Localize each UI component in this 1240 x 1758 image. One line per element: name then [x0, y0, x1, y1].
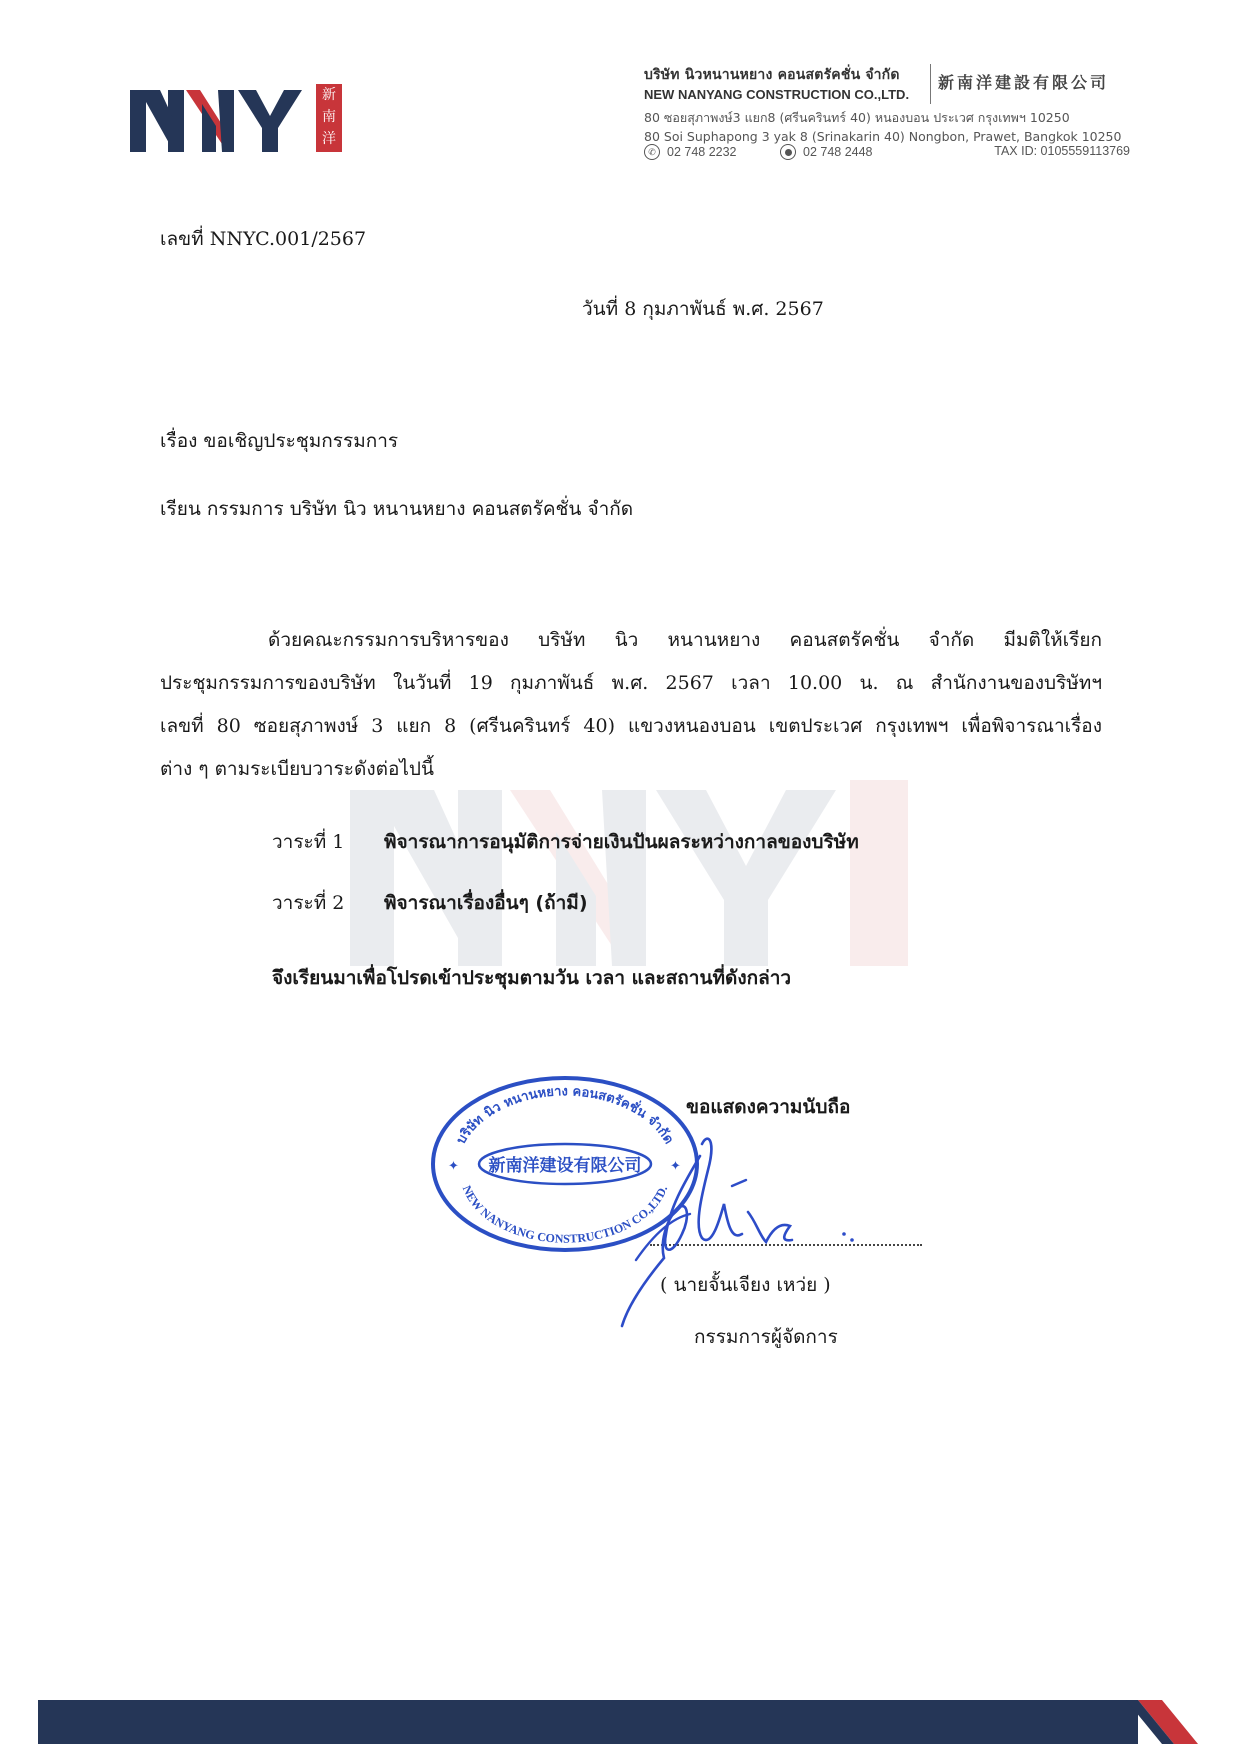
company-name-english: NEW NANYANG CONSTRUCTION CO.,LTD.	[644, 87, 910, 102]
agenda-item	[272, 888, 972, 918]
seal-center-text: 新南洋建设有限公司	[488, 1156, 642, 1176]
fax-icon	[780, 144, 796, 160]
letter-recipient: เรียน กรรมการ บริษัท นิว หนานหยาง คอนสตรัคชั่น จำกัด	[160, 498, 634, 520]
fax-contact	[780, 144, 873, 160]
company-name-chinese: 新南洋建設有限公司	[938, 73, 1110, 92]
phone-icon: ✆	[644, 144, 660, 160]
handwritten-signature	[620, 1130, 880, 1330]
body-line-3: เลขที่ 80 ซอยสุภาพงษ์ 3 แยก 8 (ศรีนครินทร์ 40) แขวงหนองบอน เขตประเวศ กรุงเทพฯ เพื่อพิจารณาเรื่อง	[160, 715, 1102, 737]
agenda-number: วาระที่ 1	[272, 831, 345, 853]
company-logo	[130, 82, 370, 154]
reference-number: เลขที่ NNYC.001/2567	[160, 228, 367, 250]
company-name-thai: บริษัท นิวหนานหยาง คอนสตรัคชั่น จำกัด	[644, 67, 900, 83]
letter-date: วันที่ 8 กุมภาพันธ์ พ.ศ. 2567	[582, 298, 824, 320]
regards-text: ขอแสดงความนับถือ	[686, 1096, 851, 1118]
agenda-number: วาระที่ 2	[272, 892, 345, 914]
contact-row	[644, 144, 1130, 166]
company-block	[644, 64, 1130, 146]
phone-number: 02 748 2232	[667, 145, 737, 159]
address-thai: 80 ซอยสุภาพงษ์3 แยก8 (ศรีนครินทร์ 40) หนองบอน ประเวศ กรุงเทพฯ 10250	[644, 110, 1070, 125]
body-line-2: ประชุมกรรมการของบริษัท ในวันที่ 19 กุมภาพันธ์ พ.ศ. 2567 เวลา 10.00 น. ณ สำนักงานของบริษัทฯ	[160, 672, 1102, 694]
address-english: 80 Soi Suphapong 3 yak 8 (Srinakarin 40) Nongbon, Prawet, Bangkok 10250	[644, 129, 1122, 144]
body-line-4: ต่าง ๆ ตามระเบียบวาระดังต่อไปนี้	[160, 758, 434, 780]
seal-star-icon: ✦	[448, 1159, 459, 1174]
agenda-text: พิจารณาเรื่องอื่นๆ (ถ้ามี)	[384, 892, 588, 914]
tax-id: TAX ID: 0105559113769	[994, 144, 1130, 158]
letter-subject: เรื่อง ขอเชิญประชุมกรรมการ	[160, 430, 399, 452]
seal-star-icon: ✦	[670, 1159, 681, 1174]
fax-number: 02 748 2448	[803, 145, 873, 159]
footer-band	[38, 1700, 1198, 1754]
closing-sentence: จึงเรียนมาเพื่อโปรดเข้าประชุมตามวัน เวลา และสถานที่ดังกล่าว	[272, 967, 792, 989]
signatory-title: กรรมการผู้จัดการ	[694, 1326, 838, 1348]
signatory-name: ( นายจั้นเจียง เหว่ย )	[660, 1274, 831, 1296]
watermark-logo	[350, 770, 910, 970]
seal-top-text: บริษัท นิว หนานหยาง คอนสตรัคชั่น จำกัด	[453, 1084, 677, 1147]
body-line-1: ด้วยคณะกรรมการบริหารของ บริษัท นิว หนานหยาง คอนสตรัคชั่น จำกัด มีมติให้เรียก	[268, 629, 1102, 651]
phone-contact	[644, 144, 737, 160]
seal-bottom-text: NEW NANYANG CONSTRUCTION CO.,LTD.	[459, 1183, 671, 1246]
logo-chinese-badge: 新南洋	[316, 84, 342, 152]
agenda-text: พิจารณาการอนุมัติการจ่ายเงินปันผลระหว่างกาลของบริษัท	[384, 831, 859, 853]
agenda-item	[272, 827, 972, 857]
